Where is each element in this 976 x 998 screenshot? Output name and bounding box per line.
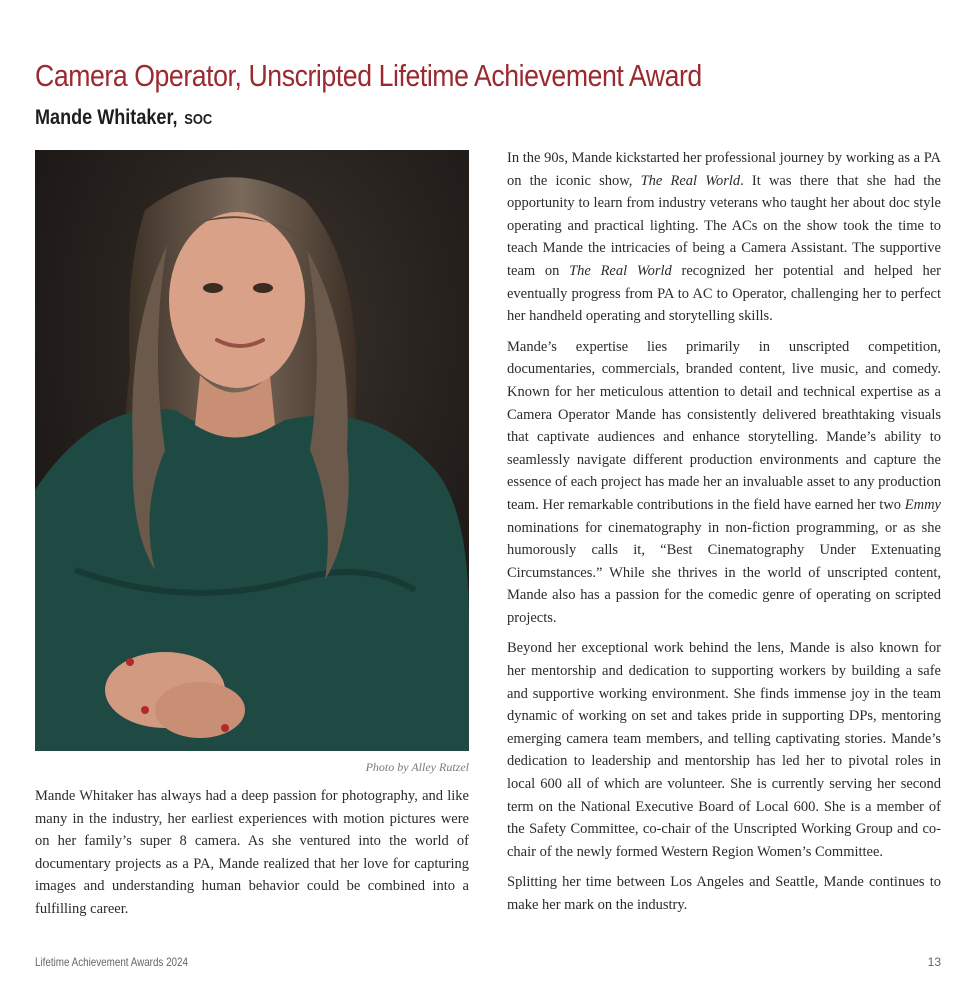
photo-credit: Photo by Alley Rutzel	[365, 760, 469, 774]
paragraph-4: Splitting her time between Los Angeles and Seattle, Mande continues to make her mark on the industry.	[507, 874, 941, 913]
paragraph-1-part-c: recognized her potential and helped her eventually progress from PA to AC to Operator, challenging her to perfect her handheld operating and storytelling skills.	[507, 262, 941, 325]
show-title-italic: The Real World	[640, 172, 741, 189]
paragraph-3: Beyond her exceptional work behind the lens, Mande is also known for her mentorship and dedication to supporting workers by building a safe and supportive working environment. She finds immense joy in the team dynamic of working on set and takes pride in supporting DPs, mentoring emerging camera team members, and telling captivating stories. Mande’s dedication to leadership and mentorship has led her to pivotal roles in local 600 all of which are volunteer. She is currently serving her second term on the National Executive Board of Local 600. She is a member of the Safety Committee, co-chair of the Unscripted Working Group and co-chair of the newly formed Western Region Women’s Committee.	[507, 640, 941, 860]
emmy-italic: Emmy	[904, 496, 941, 513]
paragraph-2-part-a: Mande’s expertise lies primarily in unscripted competition, documentaries, commercials, branded content, live music, and comedy. Known for her meticulous attention to detail and technical expertise as a Camera Operator Mande has consistently delivered breathtaking visuals that captivate audiences and enhance storytelling. Mande’s ability to seamlessly navigate different production environments and capture the essence of each project has made her an invaluable asset to any production team. Her remarkable contributions in the field have earned her two	[507, 338, 941, 513]
page-number: 13	[927, 955, 941, 969]
publication-footer: Lifetime Achievement Awards 2024	[35, 955, 188, 969]
paragraph-1	[507, 147, 941, 328]
intro-paragraph: Mande Whitaker has always had a deep passion for photography, and like many in the industry, her earliest experiences with motion pictures were on her family’s super 8 camera. As she ventured into the world of documentary projects as a PA, Mande realized that her love for capturing images and understanding human behavior could be combined into a fulfilling career.	[35, 788, 469, 917]
honoree-name-text: Mande Whitaker,	[35, 106, 178, 129]
honoree-name	[35, 106, 212, 130]
paragraph-1-part-b: . It was there that she had the opportunity to learn from industry veterans who taught her about doc style operating and practical lighting. The ACs on the show took the time to teach Mande the intricacies of being a Camera Assistant. The supportive team on	[507, 172, 941, 279]
honoree-suffix: SOC	[184, 111, 213, 128]
portrait-photo	[35, 150, 469, 751]
body-text	[507, 147, 941, 925]
portrait-illustration	[35, 150, 469, 751]
paragraph-2-part-b: nominations for cinematography in non-fiction programming, or as she humorously calls it, “Best Cinematography Under Extenuating Circumstances.” While she thrives in the world of unscripted content, Mande also has a passion for the comedic genre of operating on scripted projects.	[507, 519, 941, 626]
award-title: Camera Operator, Unscripted Lifetime Achievement Award	[35, 58, 702, 93]
paragraph-1-part-a: In the 90s, Mande kickstarted her professional journey by working as a PA on the iconic show,	[507, 150, 941, 189]
paragraph-2	[507, 336, 941, 630]
show-title-italic: The Real World	[569, 262, 672, 279]
